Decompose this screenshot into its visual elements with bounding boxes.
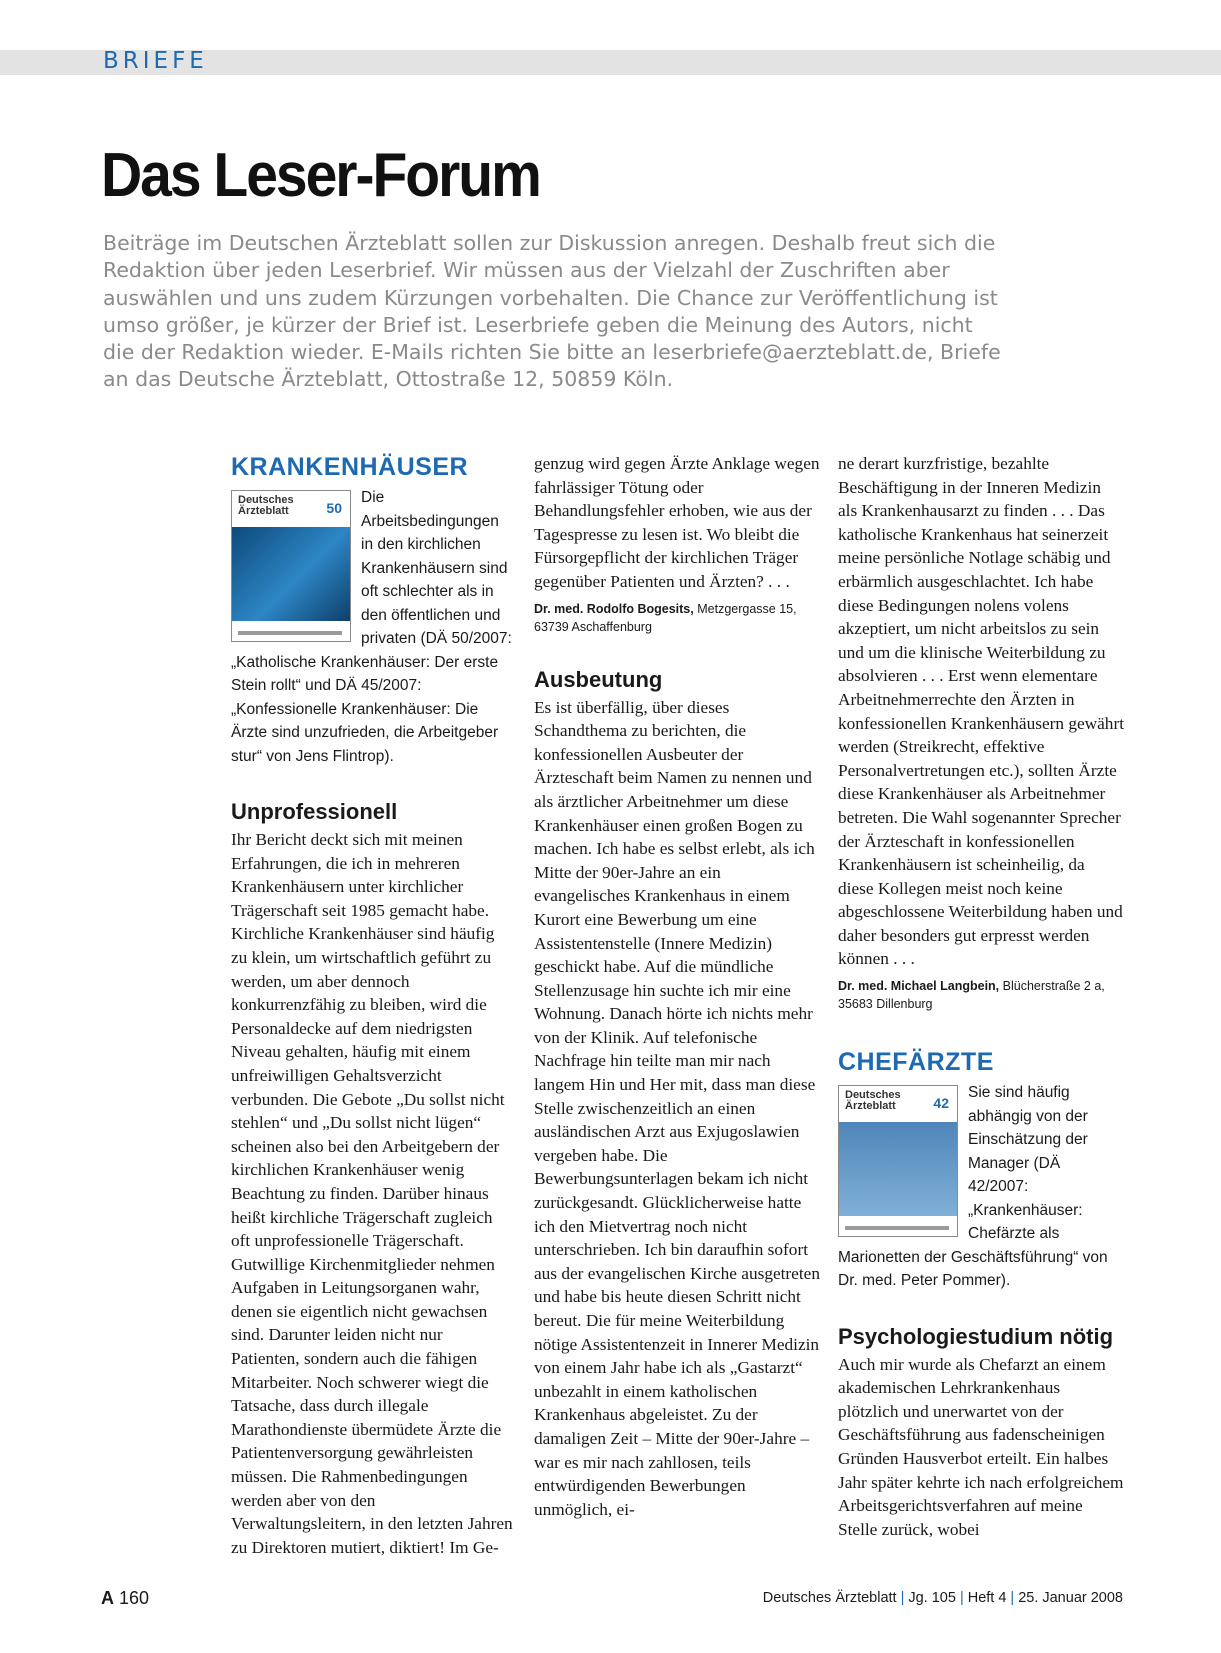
letter-title: Unprofessionell (231, 799, 398, 824)
author-name: Dr. med. Michael Langbein, (838, 979, 1000, 994)
cover-photo (232, 527, 350, 621)
letter-body: Auch mir wurde als Chefarzt an einem akademischen Lehrkrankenhaus plötzlich und unerwartet von der Geschäftsführung aus fadenscheinigen Gründen Hausverbot erteilt. Ein halbes Jahr später kehrte ich nach erfolgreichem Arbeitsgerichtsverfahren auf meine Stelle zurück, wobei (838, 1354, 1124, 1539)
topic-heading: KRANKENHÄUSER (231, 453, 469, 481)
cover-masthead: Deutsches Ärzteblatt (845, 1089, 901, 1113)
cover-masthead: Deutsches Ärzteblatt (238, 494, 294, 517)
page-prefix: A (101, 1588, 114, 1608)
author-name: Dr. med. Rodolfo Bogesits, (534, 601, 694, 616)
magazine-cover-thumbnail (838, 1085, 958, 1237)
author-address: Blücherstraße 2 a, 35683 Dillenburg (838, 979, 1105, 1012)
issue: Heft 4 (967, 1590, 1007, 1606)
letter-signature (534, 600, 820, 636)
magazine-cover-thumbnail (231, 490, 351, 642)
cover-issue-number: 50 (326, 500, 342, 516)
topic-krankenhaeuser (231, 452, 513, 768)
cover-photo (839, 1122, 957, 1216)
separator: | (959, 1590, 964, 1606)
letter-title: Ausbeutung (534, 666, 663, 692)
column-3 (838, 452, 1124, 1541)
publication-name: Deutsches Ärzteblatt (762, 1590, 897, 1606)
date: 25. Januar 2008 (1018, 1590, 1123, 1606)
publication-info (763, 1590, 1123, 1606)
topic-teaser: Sie sind häufig abhängig von der Einschätzung der Manager (DÄ 42/2007: „Krankenhäuser: Chefärzte als Marionetten der Geschäftsführung“ von Dr. med. Peter Pommer). (838, 1084, 1108, 1290)
section-label: BRIEFE (103, 48, 208, 74)
cover-issue-number: 42 (933, 1095, 949, 1112)
separator: | (1010, 1590, 1015, 1606)
intro-text: Beiträge im Deutschen Ärzteblatt sollen zur Diskussion anregen. Deshalb freut sich die Redaktion über jeden Leserbrief. Wir müssen aus der Vielzahl der Zuschriften aber auswählen und uns zudem Kürzungen vorbehalten. Die Chance zur Veröffentlichung ist umso größer, je kürzer der Brief ist. Leserbriefe geben die Meinung des Autors, nicht die der Redaktion wieder. E-Mails richten Sie bitte an leserbriefe@aerzteblatt.de, Briefe an das Deutsche Ärzteblatt, Ottostraße 12, 50859 Köln. (103, 231, 1001, 392)
volume: Jg. 105 (908, 1590, 956, 1606)
column-1 (231, 452, 513, 1559)
topic-chefaerzte (838, 1047, 1124, 1293)
letter-body-continued: ne derart kurzfristige, bezahlte Beschäftigung in der Inneren Medizin als Krankenhausarzt zu finden . . . Das katholische Krankenhaus hat seinerzeit meine persönliche Notlage schäbig und erbärmlich ausgeschlachtet. Ich habe diese Bedingungen nolens volens akzeptiert, um nicht arbeitslos zu sein und um die klinische Weiterbildung zu absolvieren . . . Erst wenn elementare Arbeitnehmerrechte den Ärzten in konfessionellen Krankenhäusern gewährt werden (Streikrecht, effektive Personalvertretungen etc.), sollten Ärzte diese Krankenhäuser als Arbeitnehmer betreten. Die Wahl sogenannter Sprecher der Ärzteschaft in konfessionellen Krankenhäusern ist scheinheilig, da diese Kollegen meist noch keine abgeschlossene Weiterbildung haben und daher besonders gut erpresst werden können . . . (838, 454, 1125, 969)
topic-heading: CHEFÄRZTE (838, 1048, 994, 1077)
author-address: Metzgergasse 15, 63739 Aschaffenburg (534, 601, 797, 634)
letter-body: Ihr Bericht deckt sich mit meinen Erfahrungen, die ich in mehreren Krankenhäusern unter kirchlicher Trägerschaft seit 1985 gemacht habe. Kirchliche Krankenhäuser sind häufig zu klein, um wirtschaftlich geführt zu werden, um aber dennoch konkurrenzfähig zu bleiben, wird die Personaldecke auf dem niedrigsten Niveau gehalten, häufig mit einem unfreiwilligen Gehaltsverzicht verbunden. Die Gebote „Du sollst nicht stehlen“ und „Du sollst nicht lügen“ scheinen also bei den Arbeitgebern der kirchlichen Krankenhäuser wenig Beachtung zu finden. Darüber hinaus heißt kirchliche Trägerschaft zugleich oft unprofessionelle Trägerschaft. Gutwillige Kirchenmitglieder nehmen Aufgaben in Leitungsorganen wahr, denen sie eigentlich nicht gewachsen sind. Darunter leiden nicht nur Patienten, sondern auch die fähigen Mitarbeiter. Noch schwerer wiegt die Tatsache, dass durch illegale Marathondienste übermüdete Ärzte die Patientenversorgung gewährleisten müssen. Die Rahmenbedingungen werden aber von den Verwaltungsleitern, in den letzten Jahren zu Direktoren mutiert, diktiert! Im Ge- (231, 830, 513, 1557)
letter-body: Es ist überfällig, über dieses Schandthema zu berichten, die konfessionellen Ausbeuter der Ärzteschaft beim Namen zu nennen und als ärztlicher Arbeitnehmer um diese Krankenhäuser einen großen Bogen zu machen. Ich habe es selbst erlebt, als ich Mitte der 90er-Jahre an ein evangelisches Krankenhaus in einem Kurort eine Bewerbung um eine Assistentenstelle (Innere Medizin) geschickt habe. Auf die mündliche Stellenzusage hin suchte ich mir eine Wohnung. Danach hörte ich nichts mehr von der Klinik. Auf telefonische Nachfrage hin teilte man mir nach langem Hin und Her mit, dass man diese Stelle zwischenzeitlich an einen ausländischen Arzt aus Exjugoslawien vergeben habe. Die Bewerbungsunterlagen bekam ich nicht zurückgesandt. Glücklicherweise hatte ich den Mietvertrag noch nicht unterschrieben. Ich bin daraufhin sofort aus der evangelischen Kirche ausgetreten und habe bis heute diesen Schritt nicht bereut. Die für meine Weiterbildung nötige Assistentenzeit in Innerer Medizin von einem Jahr habe ich als „Gastarzt“ unbezahlt in einem katholischen Krankenhaus abgeleistet. Zu der damaligen Zeit – Mitte der 90er-Jahre – war es mir nach zahllosen, teils entwürdigenden Bewerbungen unmöglich, ei- (534, 697, 820, 1519)
letter-signature (838, 977, 1124, 1013)
separator: | (900, 1590, 905, 1606)
cover-footer-bar (845, 1226, 949, 1230)
cover-footer-bar (238, 631, 342, 635)
letter-title: Psychologiestudium nötig (838, 1323, 1114, 1349)
page-number (101, 1588, 149, 1609)
topic-teaser: Die Arbeitsbedingungen in den kirchlichen Krankenhäusern sind oft schlechter als in den öffentlichen und privaten (DÄ 50/2007: „Katholische Krankenhäuser: Der erste Stein rollt“ und DÄ 45/2007: „Konfessionelle Krankenhäuser: Die Ärzte sind unzufrieden, die Arbeitgeber stur“ von Jens Flintrop). (231, 489, 512, 765)
column-2 (534, 452, 820, 1521)
page-number-value: 160 (119, 1588, 150, 1608)
page-title: Das Leser-Forum (101, 141, 540, 210)
letter-body-continued: genzug wird gegen Ärzte Anklage wegen fahrlässiger Tötung oder Behandlungsfehler erhoben, wie aus der Tagespresse zu lesen ist. Wo bleibt die Fürsorgepflicht der kirchlichen Träger gegenüber Patienten und Ärzten? . . . (534, 454, 820, 591)
